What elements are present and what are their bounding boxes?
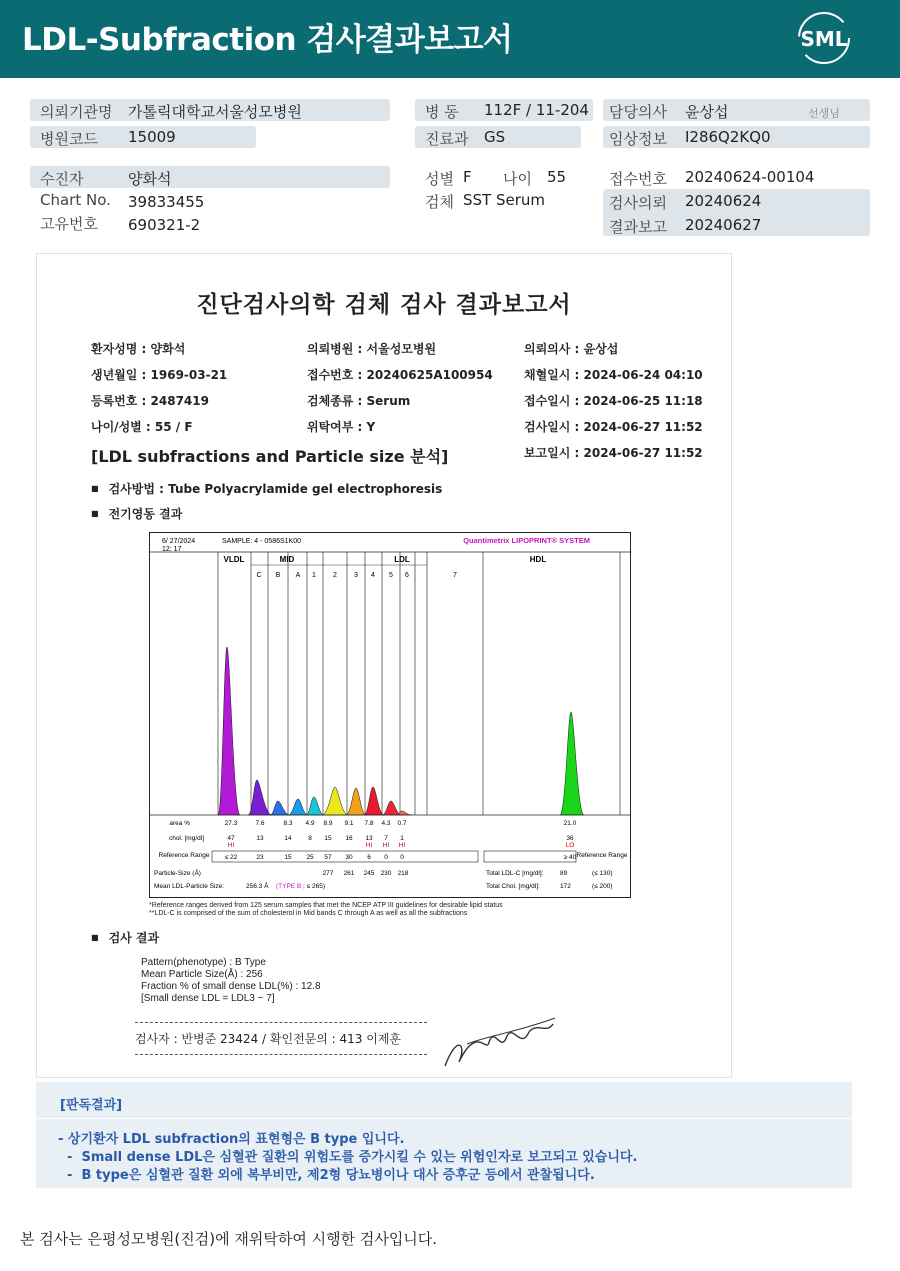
area-value: 4.9 [305,820,315,827]
total-ldl: 89 [560,870,568,877]
clinical-label: 임상정보 [609,130,667,148]
area-value: 21.0 [563,820,577,827]
ref-box [484,851,576,862]
band-label: 3 [354,572,358,579]
sml-logo-icon [796,10,852,66]
judgement-title: [판독결과] [60,1098,123,1113]
chart-peak [218,647,240,815]
dept-label: 진료과 [425,130,469,148]
patient-label: 수진자 [40,170,84,188]
area-value: 27.3 [224,820,238,827]
area-value: 7.8 [364,820,374,827]
band-label: 7 [453,572,457,579]
mean-value: 256.3 Å [246,883,269,890]
doctor-suffix: 선생님 [808,107,840,120]
judgement-line: - B type은 심혈관 질환 외에 복부비만, 제2형 당뇨병이나 대사 증후군 등에서 관찰됩니다. [58,1168,595,1183]
sex-label: 성별 [425,170,454,188]
result-title: ■ 검사 결과 [91,929,159,946]
chol-value: 14 [284,835,292,842]
band-label: B [275,572,281,579]
flag-value: HI [382,842,390,849]
header-bar [0,0,900,78]
divider [36,1118,852,1119]
group-label: VLDL [223,555,245,564]
ward-label: 병 동 [425,103,459,121]
hospital-code-label: 병원코드 [40,130,98,148]
footnote: **LDL-C is comprised of the sum of cholesterol in Mid bands C through A as well as all the subfractions [149,910,468,917]
chol-value: 36 [566,835,574,842]
report-field: 등록번호 : 2487419 [91,394,209,408]
signature-icon [437,1014,567,1074]
chart-peak [346,788,366,815]
request-label: 검사의뢰 [609,194,667,212]
band-label: C [256,572,262,579]
divider [135,1022,427,1023]
age-value: 55 [547,168,567,186]
mean-label: Mean LDL-Particle Size: [154,883,225,890]
report-field: 채혈일시 : 2024-06-24 04:10 [524,368,703,382]
report-field: 환자성명 : 양화석 [91,342,186,356]
ref-value: 23 [256,854,264,861]
flag-value: HI [227,842,235,849]
area-value: 8.3 [283,820,293,827]
specimen-value: SST Serum [463,191,546,209]
ref-value: 30 [345,854,353,861]
requester-value: 가톨릭대학교서울성모병원 [128,103,302,121]
chart-peak [288,799,308,815]
area-value: 8.9 [323,820,333,827]
group-label: HDL [529,555,547,564]
report-date-label: 결과보고 [609,218,667,236]
area-value: 0.7 [397,820,407,827]
chart-peak [322,787,348,815]
lab-report [36,253,732,1078]
ref-label: Reference Range [158,852,210,859]
receipt-value: 20240624-00104 [685,168,815,186]
band-label: A [295,572,301,579]
sex-value: F [463,168,472,186]
flag-value: HI [398,842,406,849]
logo-text: SML [800,27,848,51]
footnote: *Reference ranges derived from 125 serum samples that met the NCEP ATP III guidelines for desirable lipid status [149,902,503,909]
chart-peak [382,801,402,815]
age-label: 나이 [503,170,532,188]
mean-type: (TYPE B [276,883,302,890]
analysis-title: [LDL subfractions and Particle size 분석] [91,447,449,466]
total-chol: 172 [560,883,571,890]
report-field: 접수일시 : 2024-06-25 11:18 [524,394,703,408]
ref-value: 15 [284,854,292,861]
group-label: LDL [394,555,410,564]
chart-peak [560,712,584,815]
area-value: 7.6 [255,820,265,827]
band-label: 5 [389,572,393,579]
report-field: 생년월일 : 1969-03-21 [91,368,228,382]
receipt-label: 접수번호 [609,170,667,188]
particle-value: 230 [380,870,392,877]
chart-svg [150,533,630,897]
report-time: 보고일시 : 2024-06-27 11:52 [524,446,703,460]
result-line: Fraction % of small dense LDL(%) : 12.8 [141,981,321,992]
band-label: 6 [405,572,409,579]
total-chol-ref: (≤ 200) [592,883,613,890]
chol-value: 1 [400,835,404,842]
result-line: Mean Particle Size(Å) : 256 [141,969,263,980]
requester-label: 의뢰기관명 [40,103,113,121]
ref-value: 25 [306,854,314,861]
specimen-label: 검체 [425,193,454,211]
judgement-line: - 상기환자 LDL subfraction의 표현형은 B type 입니다. [58,1132,405,1147]
chol-value: 15 [324,835,332,842]
chart-title: Quantimetrix LIPOPRINT® SYSTEM [463,536,590,545]
report-title: 진단검사의학 검체 검사 결과보고서 [196,291,572,318]
total-chol-label: Total Chol. [mg/dl]: [486,883,540,890]
chol-label: chol. [mg/dl] [168,835,204,842]
uid-value: 690321-2 [128,216,201,234]
request-value: 20240624 [685,192,762,210]
footer-note: 본 검사는 은평성모병원(진검)에 재위탁하여 시행한 검사입니다. [20,1230,438,1248]
chart-no-value: 39833455 [128,193,205,211]
page-title: LDL-Subfraction 검사결과보고서 [22,22,513,58]
ward-value: 112F / 11-204 [484,101,589,119]
judgement-line: - Small dense LDL은 심혈관 질환의 위험도를 증가시킬 수 있는 위험인자로 보고되고 있습니다. [58,1150,638,1165]
result-line: Pattern(phenotype) : B Type [141,957,266,968]
report-field: 의뢰의사 : 윤상섭 [524,342,619,356]
report-field: 의뢰병원 : 서울성모병원 [307,342,437,356]
electro-title: ■ 전기영동 결과 [91,505,182,522]
particle-value: 261 [343,870,355,877]
chol-value: 13 [256,835,264,842]
chol-value: 13 [365,835,373,842]
particle-value: 277 [322,870,334,877]
clinical-value: I286Q2KQ0 [685,128,771,146]
uid-label: 고유번호 [40,215,98,233]
report-field: 나이/성별 : 55 / F [91,420,193,434]
patient-value: 양화석 [128,170,172,188]
ref-value: 57 [324,854,332,861]
area-value: 9.1 [344,820,354,827]
hospital-code-value: 15009 [128,128,176,146]
band-label: 1 [312,572,316,579]
mean-ref: ; ≤ 265) [303,883,325,890]
area-label: area % [169,820,190,827]
chart-time: 12: 17 [162,546,182,553]
method-text: ■ 검사방법 : Tube Polyacrylamide gel electrophoresis [91,480,442,497]
ref-value: 0 [400,854,404,861]
band-label: 4 [371,572,375,579]
particle-value: 245 [363,870,375,877]
ref-value: ≤ 22 [224,854,238,861]
divider [135,1054,427,1055]
ref-value: ≥ 40 [563,854,577,861]
chol-value: 8 [308,835,312,842]
report-field: 검체종류 : Serum [307,394,411,408]
report-field: 접수번호 : 20240625A100954 [307,368,493,382]
doctor-label: 담당의사 [609,103,667,121]
signature-line: 검사자 : 반병준 23424 / 확인전문의 : 413 이제훈 [135,1032,402,1046]
ref-label: Reference Range [576,852,628,859]
chart-peak [306,797,324,815]
chart-date: 6/ 27/2024 [162,538,196,545]
group-label: MID [279,555,295,564]
report-date-value: 20240627 [685,216,762,234]
result-line: [Small dense LDL = LDL3 ~ 7] [141,993,275,1004]
judgement-panel [36,1082,852,1188]
chol-value: 16 [345,835,353,842]
lipoprint-chart [149,532,631,898]
dept-value: GS [484,128,506,146]
doctor-value: 윤상섭 [685,103,729,121]
report-field: 검사일시 : 2024-06-27 11:52 [524,420,703,434]
chol-value: 7 [384,835,388,842]
flag-value: LO [565,842,575,849]
particle-label: Particle-Size (Å) [154,870,201,877]
particle-value: 218 [397,870,409,877]
chart-no-label: Chart No. [40,191,111,209]
chart-peak [248,780,272,815]
band-label: 2 [333,572,337,579]
bar [30,166,390,188]
report-field: 위탁여부 : Y [307,420,376,434]
chart-sample: SAMPLE: 4 - 0586S1K00 [222,538,301,545]
chol-value: 47 [227,835,235,842]
total-ldl-label: Total LDL-C [mg/dl]: [486,870,544,877]
ref-value: 6 [367,854,371,861]
ref-value: 0 [384,854,388,861]
area-value: 4.3 [381,820,391,827]
chart-peak [364,787,384,815]
flag-value: HI [365,842,373,849]
total-ldl-ref: (≤ 130) [592,870,613,877]
chart-peak [270,801,290,815]
